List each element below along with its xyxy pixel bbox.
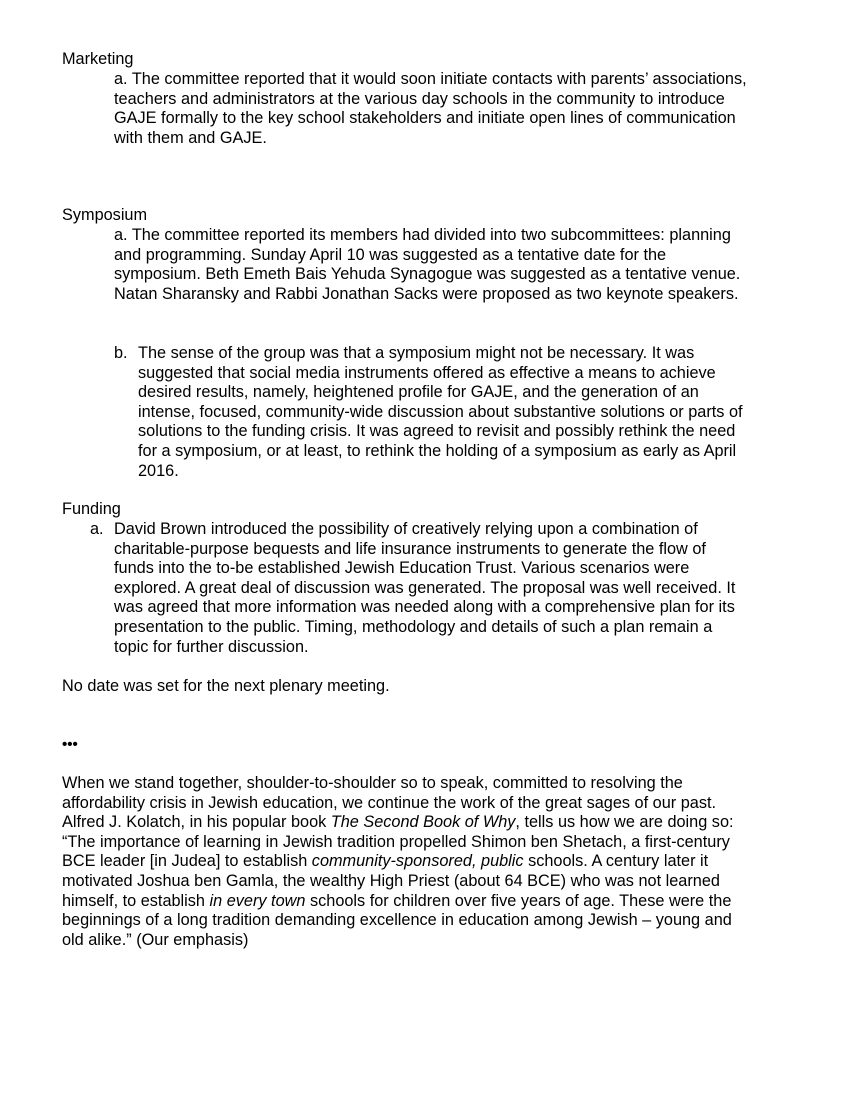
symposium-item-a [114,226,754,304]
symposium-item-b-marker: b. [114,344,128,362]
closing-text-part2: , tells us how we are doing so: “The importance of learning in Jewish tradition propelled Shimon ben Shetach, a first-century BCE leader [in Judea] to establish [62,813,734,871]
marketing-heading: Marketing [62,50,134,68]
symposium-item-a-marker: a. [114,226,128,244]
closing-paragraph [62,774,752,950]
marketing-item-a-body [114,70,754,148]
marketing-item-a [114,70,754,148]
symposium-heading: Symposium [62,206,148,224]
funding-item-a-text: David Brown introduced the possibility of creatively relying upon a combination of charitable-purpose bequests and life insurance instruments to generate the flow of funds into the to-be established Jewish Education Trust. Various scenarios were explored. A great deal of discussion was generated. The proposal was well received. It was agreed that more information was needed along with a comprehensive plan for its presentation to the public. Timing, methodology and details of such a plan remain a topic for further discussion. [114,520,736,656]
book-title: The Second Book of Why [330,813,516,832]
funding-item-a-marker: a. [90,520,104,538]
symposium-item-b [114,344,754,481]
symposium-item-a-body [114,226,754,304]
closing-text-part1: When we stand together, shoulder-to-shoulder so to speak, committed to resolving the affordability crisis in Jewish education, we continue the work of the great sages of our past. Alfred J. Kolatch, in his popular book [62,774,717,832]
marketing-item-a-text: The committee reported that it would soon initiate contacts with parents’ associations, teachers and administrators at the various day schools in the community to introduce GAJE formally to the key school stakeholders and initiate open lines of communication with them and GAJE. [114,70,747,147]
closing-text-part4: schools for children over five years of age. These were the beginnings of a long tradition demanding excellence in education among Jewish – young and old alike.” (Our emphasis) [62,891,732,949]
emphasis-community-sponsored: community-sponsored, public [311,852,524,871]
marketing-item-a-marker: a. [114,70,128,88]
symposium-item-b-text: The sense of the group was that a symposium might not be necessary. It was suggested that social media instruments offered as effective a means to achieve desired results, namely, heightened profile for GAJE, and the generation of an intense, focused, community-wide discussion about substantive solutions or parts of solutions to the funding crisis. It was agreed to revisit and possibly rethink the need for a symposium, or at least, to rethink the holding of a symposium as early as April 2016. [138,344,743,480]
symposium-item-a-text: The committee reported its members had divided into two subcommittees: planning and programming. Sunday April 10 was suggested as a tentative date for the symposium. Beth Emeth Bais Yehuda Synagogue was suggested as a tentative venue. Natan Sharansky and Rabbi Jonathan Sacks were proposed as two keynote speakers. [114,226,741,303]
section-separator: ••• [62,736,78,753]
emphasis-every-town: in every town [209,891,306,910]
closing-text-part3: schools. A century later it motivated Joshua ben Gamla, the wealthy High Priest (about 64 BCE) who was not learned himself, to establish [62,852,720,910]
next-meeting-note: No date was set for the next plenary meeting. [62,677,390,695]
funding-item-a [90,520,750,657]
funding-heading: Funding [62,500,121,518]
